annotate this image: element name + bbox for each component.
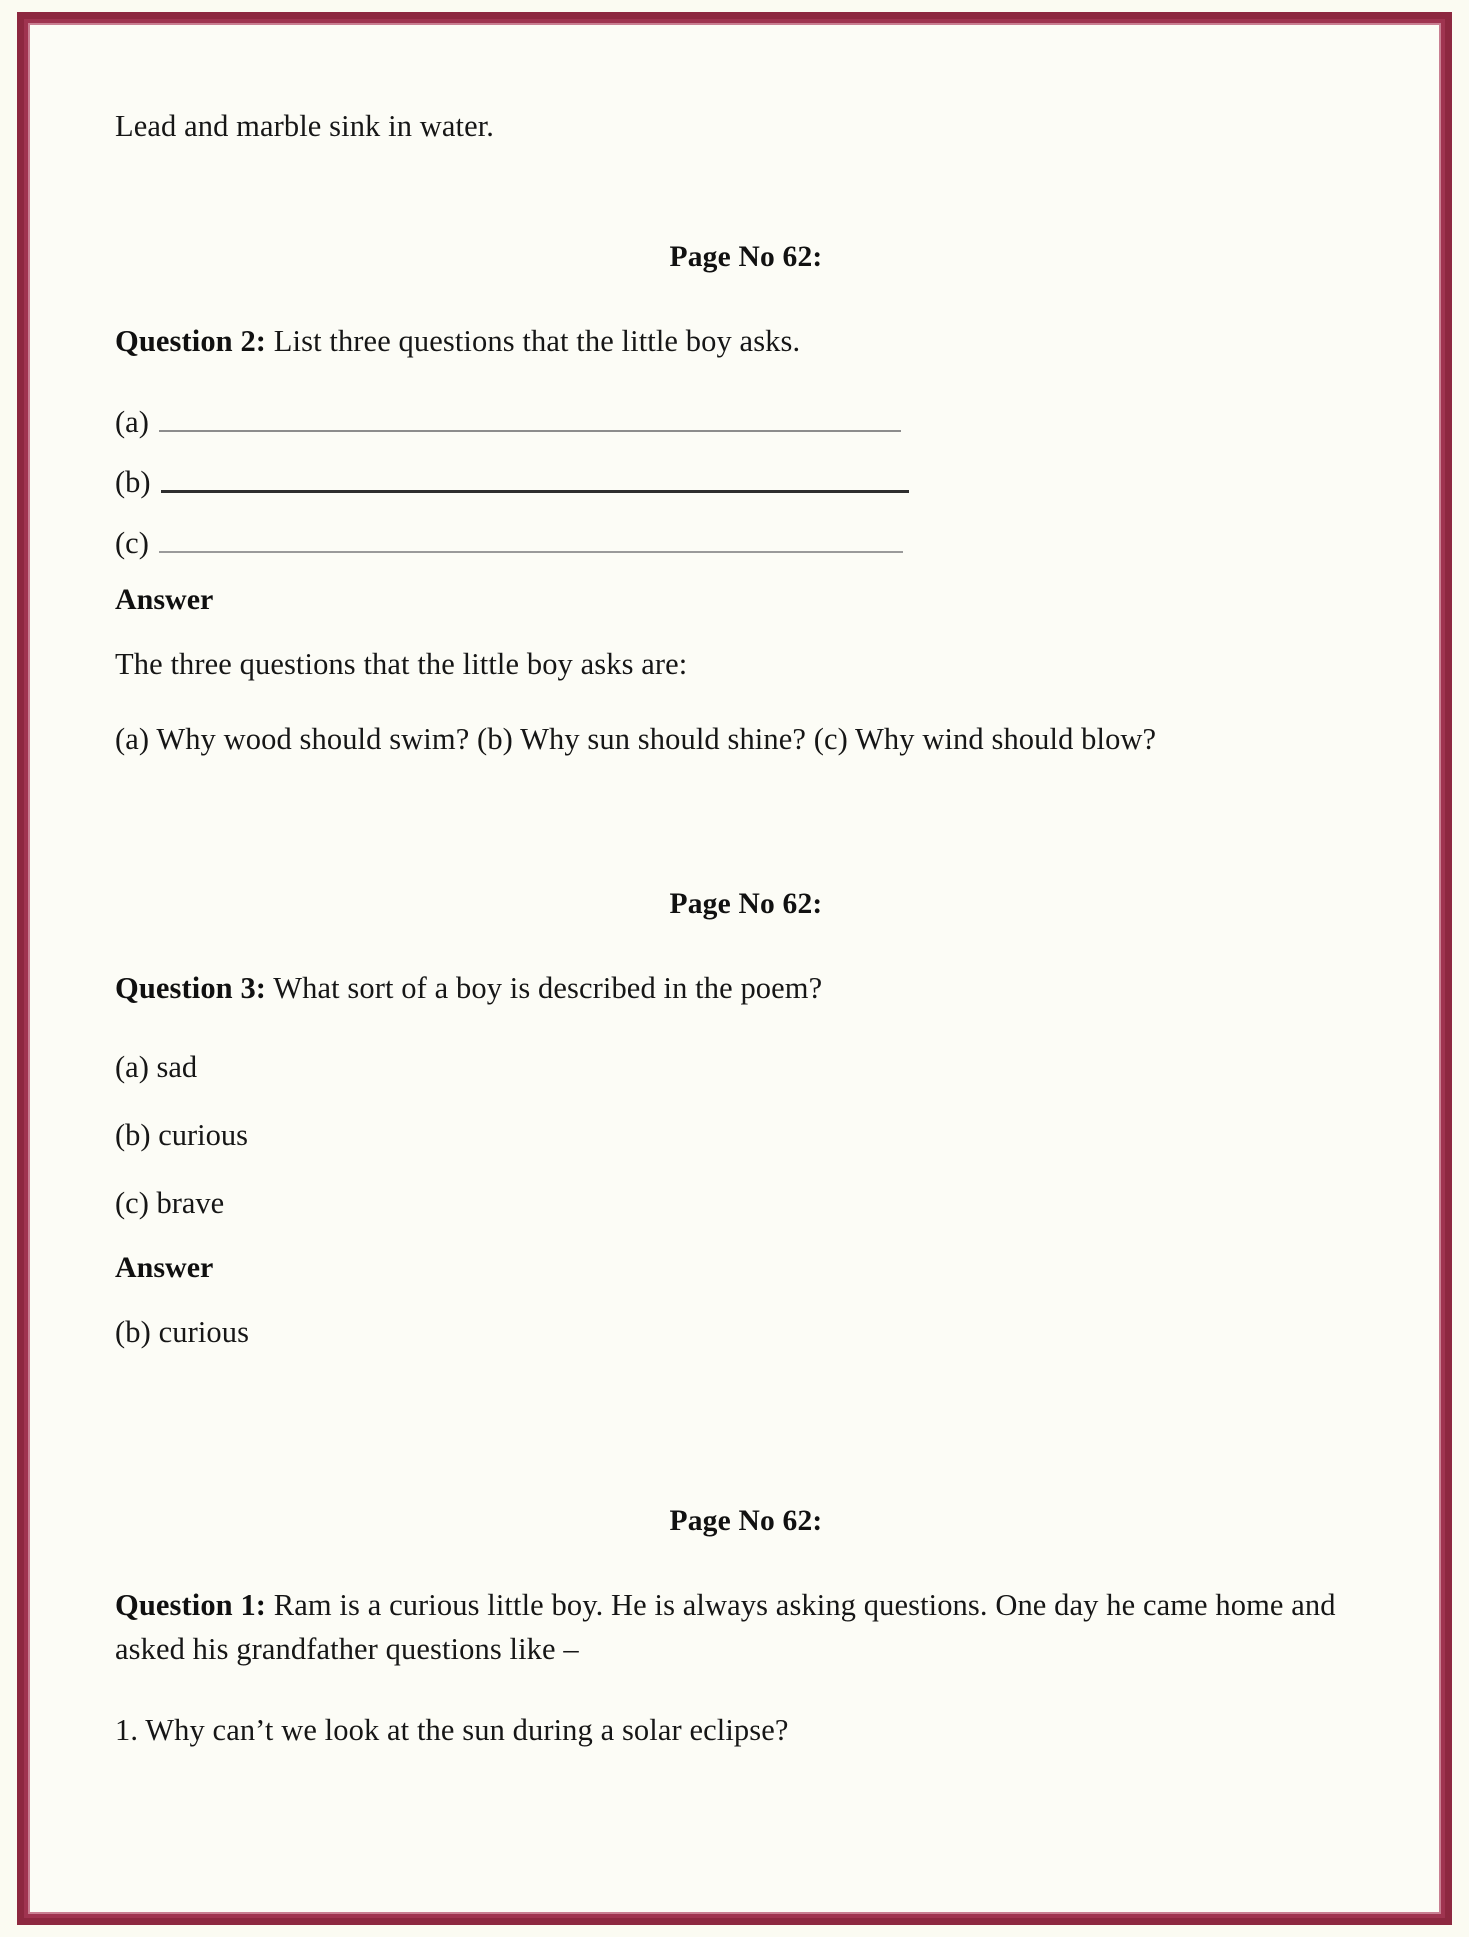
blank-tag-c: (c) bbox=[115, 525, 149, 560]
answer-heading-2: Answer bbox=[115, 1251, 214, 1285]
option-b-q3[interactable]: (b) curious bbox=[115, 1117, 248, 1152]
spacer bbox=[115, 1691, 1377, 1709]
question-1-text bbox=[115, 1584, 1377, 1671]
page-no-heading-3: Page No 62: bbox=[669, 1505, 823, 1538]
answer-lead-1: The three questions that the little boy asks are: bbox=[115, 647, 688, 682]
blank-rule-b[interactable] bbox=[161, 490, 909, 493]
page-no-heading-1: Page No 62: bbox=[669, 241, 823, 274]
answer-heading-1: Answer bbox=[115, 583, 214, 617]
intro-line: Lead and marble sink in water. bbox=[115, 109, 495, 143]
answer-body-2: (b) curious bbox=[115, 1315, 250, 1350]
document-content bbox=[115, 105, 1377, 1783]
question-2-label: Question 2: bbox=[115, 324, 267, 359]
spacer bbox=[115, 384, 1377, 402]
spacer bbox=[115, 1030, 1377, 1048]
page-sheet bbox=[32, 27, 1437, 1910]
blank-rule-c[interactable] bbox=[159, 551, 903, 553]
blank-line-a[interactable] bbox=[115, 402, 1377, 439]
option-c-q3[interactable]: (c) brave bbox=[115, 1185, 225, 1220]
blank-tag-b: (b) bbox=[115, 465, 151, 500]
blank-rule-a[interactable] bbox=[159, 430, 901, 432]
blank-tag-a: (a) bbox=[115, 404, 149, 439]
spacer bbox=[115, 921, 1377, 967]
spacer bbox=[115, 792, 1377, 888]
blank-line-c[interactable] bbox=[115, 523, 1377, 560]
spacer bbox=[115, 274, 1377, 320]
spacer bbox=[115, 1538, 1377, 1584]
spacer bbox=[115, 1385, 1377, 1505]
answer-body-1: (a) Why wood should swim? (b) Why sun should shine? (c) Why wind should blow? bbox=[115, 721, 1157, 756]
question-1-sub-item: 1. Why can’t we look at the sun during a solar eclipse? bbox=[115, 1713, 789, 1748]
question-2-text bbox=[115, 320, 1377, 363]
spacer bbox=[115, 179, 1377, 241]
question-1-label: Question 1: bbox=[115, 1588, 267, 1623]
question-3-label: Question 3: bbox=[115, 970, 267, 1005]
option-a-q3[interactable]: (a) sad bbox=[115, 1050, 198, 1085]
question-3-text bbox=[115, 967, 1377, 1010]
page-no-heading-2: Page No 62: bbox=[669, 887, 823, 920]
question-1-body: Ram is a curious little boy. He is always asking questions. One day he came home and asked his grandfather questions like – bbox=[115, 1588, 1336, 1666]
question-2-body: List three questions that the little boy asks. bbox=[266, 324, 801, 359]
blank-line-b[interactable] bbox=[115, 462, 1377, 499]
question-3-body: What sort of a boy is described in the poem? bbox=[266, 970, 823, 1005]
